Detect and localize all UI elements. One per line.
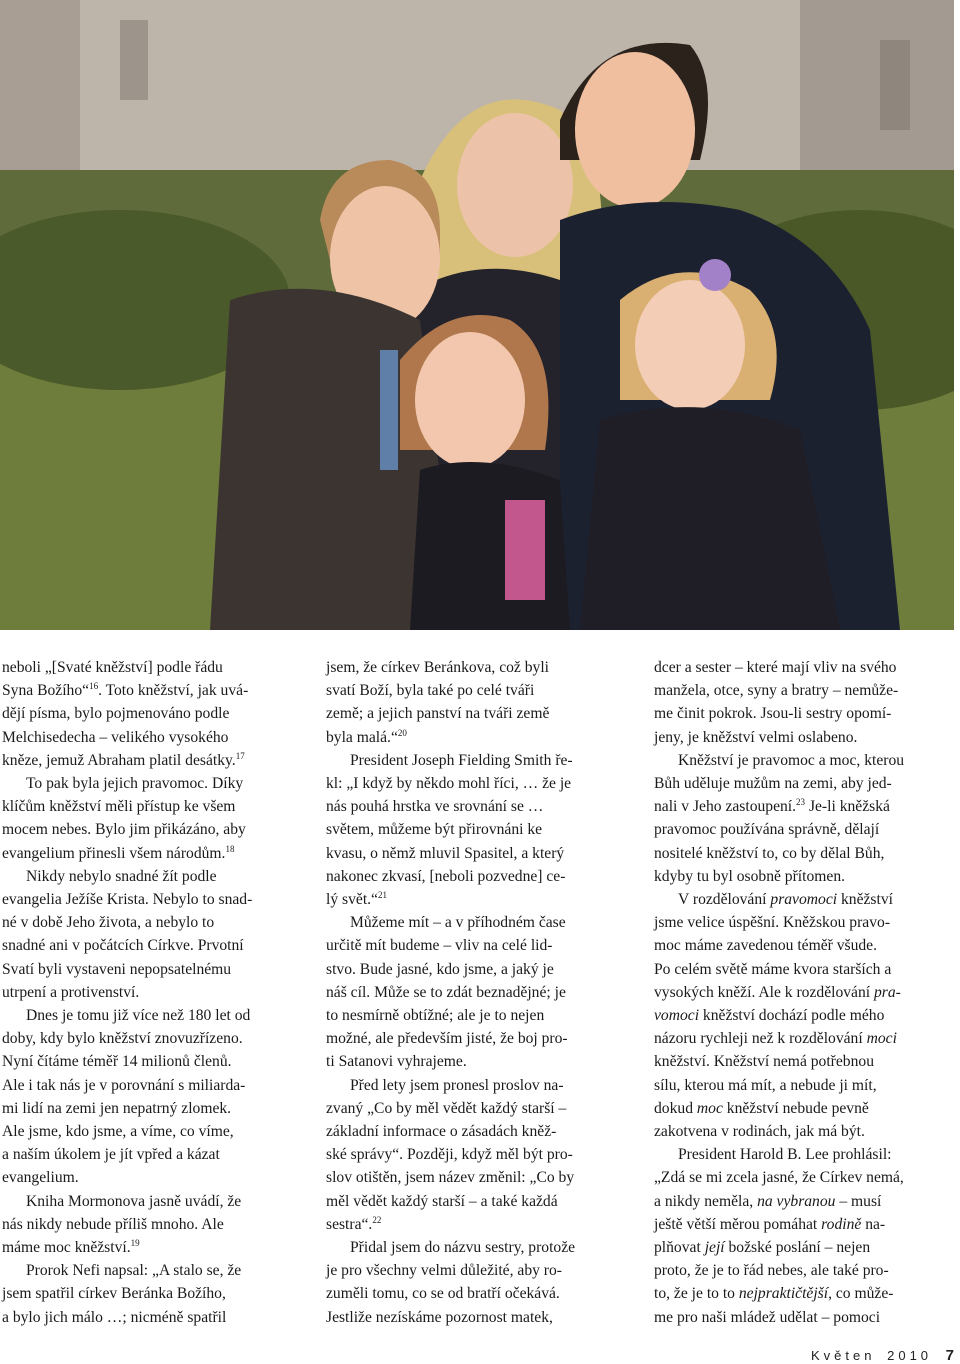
text-line: Syna Božího“$^{16}$. Toto kněžství, jak uvá- bbox=[2, 681, 249, 700]
text-line: zuměli tomu, co se od bratří očekává. bbox=[326, 1285, 560, 1303]
text-line: byla malá.“$^{20}$ bbox=[326, 727, 407, 746]
text-line: Ale i tak nás je v porovnání s miliarda- bbox=[2, 1076, 246, 1094]
text-line: me činit pokrok. Jsou-li sestry opomí- bbox=[654, 705, 892, 723]
text-line: kvasu, o němž mluvil Spasitel, a který bbox=[326, 844, 565, 862]
text-line: vysokých kněží. Ale k rozdělování pra- bbox=[654, 983, 901, 1001]
text-line: President Joseph Fielding Smith ře- bbox=[350, 751, 573, 769]
text-line: nakonec zkvasí, [neboli pozvedne] ce- bbox=[326, 867, 566, 885]
page-footer bbox=[811, 1347, 954, 1364]
text-line: Ale jsme, kdo jsme, a víme, co víme, bbox=[2, 1123, 234, 1141]
emphasis: pravomoci bbox=[770, 891, 838, 909]
page-number: 7 bbox=[945, 1347, 954, 1364]
text-line: proto, že je to řád nebes, ale také pro- bbox=[654, 1262, 889, 1280]
text-line: Kniha Mormonova jasně uvádí, že bbox=[26, 1192, 242, 1210]
text-line: Před lety jsem pronesl proslov na- bbox=[350, 1076, 564, 1094]
text-line: utrpení a protivenství. bbox=[2, 983, 140, 1001]
text-line: základní informace o zásadách kněž- bbox=[326, 1123, 557, 1141]
text-line: evangelium přinesli všem národům.$^{18}$ bbox=[2, 843, 235, 862]
text-line: plňovat její božské poslání – nejen bbox=[654, 1239, 871, 1257]
footnote-ref: 16 bbox=[89, 681, 99, 692]
text-line: kdyby tu byl osobně přítomen. bbox=[654, 867, 846, 885]
footer-month: Květen bbox=[811, 1348, 876, 1363]
text-line: to, že je to to nejpraktičtější, co může- bbox=[654, 1285, 894, 1303]
text-line: slov otištěn, jsem název změnil: „Co by bbox=[326, 1169, 575, 1187]
text-line: dokud moc kněžství nebude pevně bbox=[654, 1099, 869, 1117]
text-line: jsem spatřil církev Beránka Božího, bbox=[2, 1285, 226, 1303]
text-line: jeny, je kněžství velmi oslabeno. bbox=[654, 728, 858, 746]
emphasis: moci bbox=[866, 1030, 897, 1048]
text-line: máme moc kněžství.$^{19}$ bbox=[2, 1238, 140, 1257]
text-line: vomoci kněžství dochází podle mého bbox=[654, 1007, 885, 1025]
footnote-ref: 19 bbox=[130, 1238, 140, 1249]
text-line: ti Satanovi vyhrajeme. bbox=[326, 1053, 467, 1071]
text-line: zvaný „Co by měl vědět každý starší – bbox=[326, 1099, 567, 1117]
text-line: svatí Boží, byla také po celé tváři bbox=[326, 682, 535, 700]
text-line: doby, kdy bylo kněžství znovuzřízeno. bbox=[2, 1030, 243, 1048]
text-line: Po celém světě máme kvora starších a bbox=[654, 960, 892, 978]
emphasis: rodině bbox=[821, 1215, 862, 1233]
text-line: ské správy“. Později, když měl být pro- bbox=[326, 1146, 573, 1164]
text-line: Dnes je tomu již více než 180 let od bbox=[26, 1007, 251, 1025]
text-line: a naším úkolem je jít vpřed a kázat bbox=[2, 1146, 220, 1164]
text-line: země; a jejich panství na tváři země bbox=[326, 705, 550, 723]
emphasis: vomoci bbox=[654, 1007, 700, 1025]
text-line: ještě větší měrou pomáhat rodině na- bbox=[654, 1215, 886, 1233]
family-photo-illustration bbox=[0, 0, 954, 630]
emphasis: nejpraktičtější bbox=[738, 1285, 829, 1303]
text-line: kl: „I když by někdo mohl říci, … že je bbox=[326, 775, 572, 793]
text-line: jsem, že církev Beránkova, což byli bbox=[326, 659, 549, 676]
text-line: Nyní čítáme téměř 14 milionů členů. bbox=[2, 1053, 232, 1071]
text-line: kněze, jemuž Abraham platil desátky.$^{17}$ bbox=[2, 750, 245, 769]
text-line: V rozdělování pravomoci kněžství bbox=[678, 891, 893, 909]
text-line: sílu, kterou má mít, a nebude ji mít, bbox=[654, 1076, 877, 1094]
text-line: Můžeme mít – a v příhodném čase bbox=[350, 914, 566, 932]
text-line: nositelé kněžství to, co by dělal Bůh, bbox=[654, 844, 885, 862]
text-line: dějí písma, bylo pojmenováno podle bbox=[2, 705, 230, 723]
text-line: mi lidí na zemi jen nepatrný zlomek. bbox=[2, 1099, 232, 1117]
text-line: klíčům kněžství měli přístup ke všem bbox=[2, 798, 236, 816]
text-line: pravomoc používána správně, dělají bbox=[654, 821, 880, 839]
text-line: me pro naši mládež udělat – pomoci bbox=[654, 1308, 881, 1326]
text-line: evangelium. bbox=[2, 1169, 79, 1187]
text-line: mocem nebes. Bylo jim přikázáno, aby bbox=[2, 821, 246, 839]
text-line: sestra“.$^{22}$ bbox=[326, 1214, 382, 1233]
family-photo bbox=[0, 0, 954, 630]
text-line: Jestliže nezískáme pozornost matek, bbox=[326, 1308, 553, 1326]
text-line: náš cíl. Může se to zdát beznadějné; je bbox=[326, 983, 566, 1001]
emphasis: pra- bbox=[874, 983, 901, 1001]
text-line: kněžství. Kněžství nemá potřebnou bbox=[654, 1053, 874, 1071]
article-column-3 bbox=[654, 656, 950, 1329]
text-line: Melchisedecha – velikého vysokého bbox=[2, 728, 229, 746]
text-line: názoru rychleji než k rozdělování moci bbox=[654, 1030, 897, 1048]
text-line: je pro všechny velmi důležité, aby ro- bbox=[326, 1262, 562, 1280]
text-line: Nikdy nebylo snadné žít podle bbox=[26, 867, 217, 885]
text-line: President Harold B. Lee prohlásil: bbox=[678, 1146, 892, 1164]
text-line: a bylo jich málo …; nicméně spatřil bbox=[2, 1308, 227, 1326]
text-line: možné, ale především jisté, že boj pro- bbox=[326, 1030, 568, 1048]
article-column-1 bbox=[2, 656, 294, 1329]
emphasis: moc bbox=[696, 1099, 723, 1117]
text-line: měl vědět každý starší – a také každá bbox=[326, 1192, 558, 1210]
text-line: Bůh uděluje mužům na zemi, aby jed- bbox=[654, 775, 892, 793]
text-line: stvo. Bude jasné, kdo jsme, a jaký je bbox=[326, 960, 554, 978]
text-line: to nesmírně obtížné; ale je to nejen bbox=[326, 1007, 545, 1025]
text-line: Prorok Nefi napsal: „A stalo se, že bbox=[26, 1262, 242, 1280]
text-line: né v době Jeho života, a nebylo to bbox=[2, 914, 215, 932]
footnote-ref: 21 bbox=[377, 890, 387, 901]
footnote-ref: 20 bbox=[397, 727, 407, 738]
text-line: nás nikdy nebude příliš mnoho. Ale bbox=[2, 1215, 224, 1233]
text-line: Přidal jsem do názvu sestry, protože bbox=[350, 1239, 576, 1257]
text-line: Kněžství je pravomoc a moc, kterou bbox=[678, 751, 905, 769]
text-line: Svatí byli vystaveni nepopsatelnému bbox=[2, 960, 232, 978]
text-line: jsme velice úspěšní. Kněžskou pravo- bbox=[654, 914, 891, 932]
footnote-ref: 17 bbox=[235, 750, 245, 761]
footnote-ref: 23 bbox=[796, 797, 806, 808]
text-line: určitě mít budeme – vliv na celé lid- bbox=[326, 937, 553, 955]
article-column-2 bbox=[326, 656, 626, 1329]
text-line: nali v Jeho zastoupení.$^{23}$ Je-li kněžská bbox=[654, 797, 890, 816]
text-line: dcer a sester – které mají vliv na svého bbox=[654, 659, 897, 676]
footnote-ref: 22 bbox=[372, 1214, 382, 1225]
text-line: manžela, otce, syny a bratry – nemůže- bbox=[654, 682, 899, 700]
emphasis: na vybranou bbox=[757, 1192, 836, 1210]
text-line: evangelia Ježíše Krista. Nebylo to snad- bbox=[2, 891, 253, 909]
text-line: snadné ani v počátcích Církve. Prvotní bbox=[2, 937, 244, 955]
text-line: světem, můžeme být přirovnáni ke bbox=[326, 821, 543, 839]
text-line: zakotvena v rodinách, jak má být. bbox=[654, 1123, 865, 1141]
text-line: To pak byla jejich pravomoc. Díky bbox=[26, 775, 244, 793]
text-line: a nikdy neměla, na vybranou – musí bbox=[654, 1192, 882, 1210]
text-line: moc máme zavedenou téměř všude. bbox=[654, 937, 877, 955]
text-line: neboli „[Svaté kněžství] podle řádu bbox=[2, 659, 223, 676]
footnote-ref: 18 bbox=[225, 843, 235, 854]
text-line: nás pouhá hrstka ve srovnání se … bbox=[326, 798, 544, 816]
footer-year: 2010 bbox=[887, 1348, 933, 1363]
text-line: lý svět.“$^{21}$ bbox=[326, 890, 387, 909]
text-line: „Zdá se mi zcela jasné, že Církev nemá, bbox=[654, 1169, 904, 1187]
emphasis: její bbox=[704, 1239, 725, 1257]
